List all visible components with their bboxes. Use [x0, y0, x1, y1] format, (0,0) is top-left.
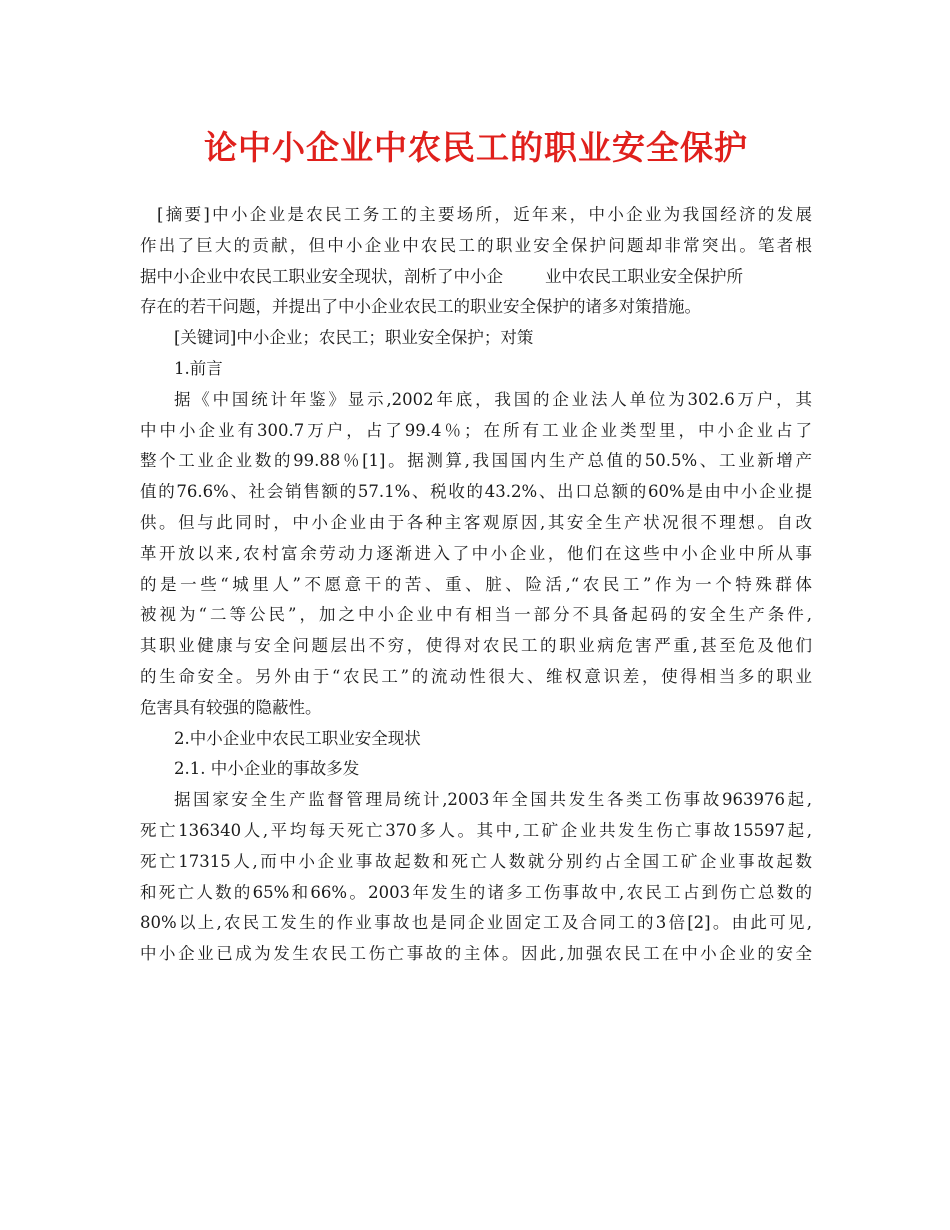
document-title: 论中小企业中农民工的职业安全保护 [204, 128, 748, 167]
paragraph-line: 据国家安全生产监督管理局统计,2003年全国共发生各类工伤事故963976起, [174, 790, 812, 810]
paragraph-line: 中中小企业有300.7万户，占了99.4％；在所有工业企业类型里，中小企业占了 [140, 420, 812, 440]
paragraph-line: 革开放以来,农村富余劳动力逐渐进入了中小企业，他们在这些中小企业中所从事 [140, 543, 812, 563]
abstract-line-part: 业中农民工职业安全保护所 [545, 266, 743, 286]
section-heading: 1.前言 [174, 358, 223, 378]
paragraph-line: 的生命安全。另外由于“农民工”的流动性很大、维权意识差，使得相当多的职业 [140, 666, 812, 686]
abstract-line-split [140, 262, 812, 293]
abstract-line: 存在的若干问题，并提出了中小企业农民工的职业安全保护的诸多对策措施。 [140, 297, 701, 317]
subsection-heading: 2.1. 中小企业的事故多发 [174, 759, 360, 779]
paragraph-line: 危害具有较强的隐蔽性。 [140, 697, 322, 717]
paragraph-line: 整个工业企业数的99.88％[1]。据测算,我国国内生产总值的50.5%、工业新增产 [140, 451, 812, 471]
paragraph-line: 供。但与此同时，中小企业由于各种主客观原因,其安全生产状况很不理想。自改 [140, 512, 812, 532]
keywords: [关键词]中小企业；农民工；职业安全保护；对策 [174, 328, 534, 348]
abstract-line: 作出了巨大的贡献，但中小企业中农民工的职业安全保护问题却非常突出。笔者根 [140, 235, 812, 255]
document-body [140, 200, 812, 970]
paragraph-line: 其职业健康与安全问题层出不穷，使得对农民工的职业病危害严重,甚至危及他们 [140, 636, 812, 656]
paragraph-line: 中小企业已成为发生农民工伤亡事故的主体。因此,加强农民工在中小企业的安全 [140, 944, 812, 964]
paragraph-line: 的是一些“城里人”不愿意干的苦、重、脏、险活,“农民工”作为一个特殊群体 [140, 574, 812, 594]
paragraph-line: 值的76.6%、社会销售额的57.1%、税收的43.2%、出口总额的60%是由中小企业提 [140, 482, 812, 502]
paragraph-line: 死亡136340人,平均每天死亡370多人。其中,工矿企业共发生伤亡事故15597起, [140, 820, 812, 840]
paragraph-line: 80%以上,农民工发生的作业事故也是同企业固定工及合同工的3倍[2]。由此可见, [140, 913, 812, 933]
section-heading: 2.中小企业中农民工职业安全现状 [174, 728, 421, 748]
paragraph-line: 和死亡人数的65%和66%。2003年发生的诸多工伤事故中,农民工占到伤亡总数的 [140, 882, 812, 902]
abstract-line-part: 据中小企业中农民工职业安全现状，剖析了中小企 [140, 266, 503, 286]
abstract-line: [摘要]中小企业是农民工务工的主要场所，近年来，中小企业为我国经济的发展 [157, 205, 812, 224]
paragraph-line: 据《中国统计年鉴》显示,2002年底，我国的企业法人单位为302.6万户，其 [174, 389, 812, 409]
paragraph-line: 被视为“二等公民”，加之中小企业中有相当一部分不具备起码的安全生产条件, [140, 605, 812, 625]
paragraph-line: 死亡17315人,而中小企业事故起数和死亡人数就分别约占全国工矿企业事故起数 [140, 851, 812, 871]
